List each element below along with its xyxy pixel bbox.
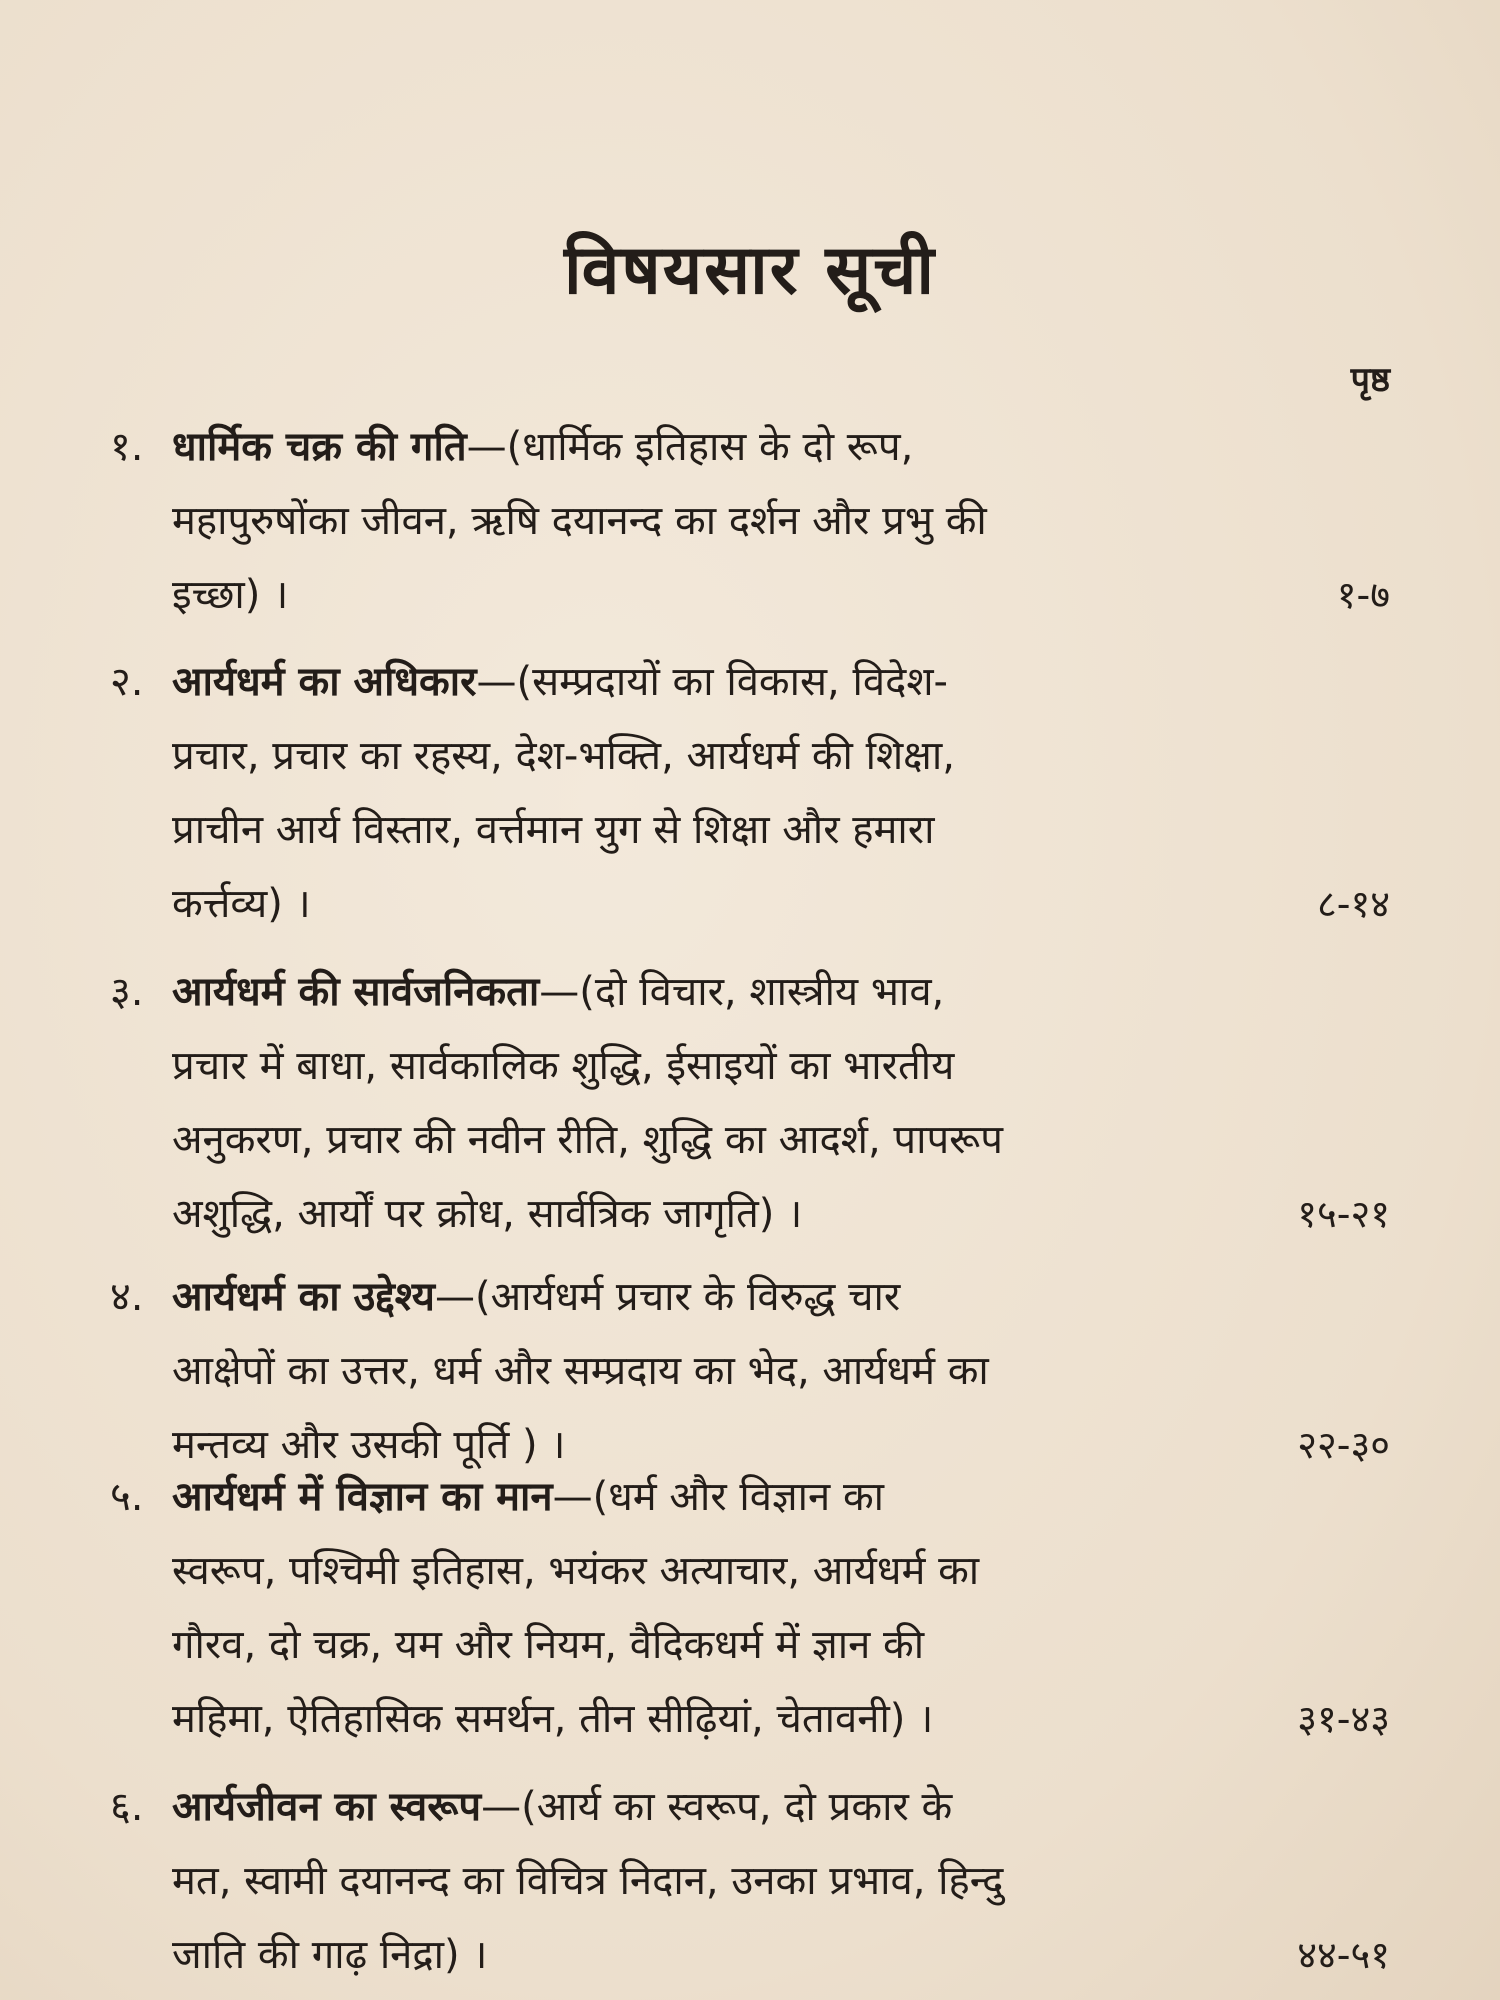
entry-text: मन्तव्य और उसकी पूर्ति ) । bbox=[172, 1422, 566, 1468]
entry-text: प्रचार, प्रचार का रहस्य, देश-भक्ति, आर्यधर्म की शिक्षा, bbox=[172, 733, 955, 779]
entry-last-line bbox=[110, 1918, 1390, 1992]
entry-number: ५. bbox=[110, 1474, 144, 1520]
entry-first-line bbox=[110, 410, 1390, 484]
entry-page-range: १५-२१ bbox=[1297, 1192, 1390, 1236]
entry-heading: आर्यधर्म का अधिकार bbox=[172, 659, 477, 705]
entry-last-line bbox=[110, 558, 1390, 632]
entry-heading: आर्यधर्म में विज्ञान का मान bbox=[172, 1474, 553, 1520]
entry-heading: धार्मिक चक्र की गति bbox=[172, 424, 467, 470]
entry-text: स्वरूप, पश्चिमी इतिहास, भयंकर अत्याचार, आर्यधर्म का bbox=[172, 1548, 980, 1594]
page-column-label: पृष्ठ bbox=[1350, 360, 1390, 400]
entry-first-line bbox=[110, 1770, 1390, 1844]
entry-text: प्राचीन आर्य विस्तार, वर्त्तमान युग से शिक्षा और हमारा bbox=[172, 807, 935, 853]
entry-text: —(आर्य का स्वरूप, दो प्रकार के bbox=[481, 1784, 953, 1830]
entry-text: गौरव, दो चक्र, यम और नियम, वैदिकधर्म में ज्ञान की bbox=[172, 1622, 925, 1668]
entry-first-line bbox=[110, 645, 1390, 719]
entry-text: अनुकरण, प्रचार की नवीन रीति, शुद्धि का आदर्श, पापरूप bbox=[172, 1117, 1003, 1163]
entry-text: कर्त्तव्य) । bbox=[172, 881, 311, 927]
entry-text: महिमा, ऐतिहासिक समर्थन, तीन सीढ़ियां, चेतावनी) । bbox=[172, 1696, 934, 1742]
entry-first-line bbox=[110, 1260, 1390, 1334]
entry-page-range: १-७ bbox=[1336, 573, 1390, 617]
entry-number: ४. bbox=[110, 1274, 144, 1320]
toc-entry bbox=[110, 1460, 1390, 1756]
entry-text: —(धार्मिक इतिहास के दो रूप, bbox=[466, 424, 914, 470]
entry-text: —(आर्यधर्म प्रचार के विरुद्ध चार bbox=[435, 1274, 901, 1320]
toc-entry bbox=[110, 1260, 1390, 1482]
entry-text: महापुरुषोंका जीवन, ऋषि दयानन्द का दर्शन और प्रभु की bbox=[172, 498, 987, 544]
entry-heading: आर्यजीवन का स्वरूप bbox=[172, 1784, 482, 1830]
entry-number: ३. bbox=[110, 969, 144, 1015]
toc-entry bbox=[110, 410, 1390, 632]
entry-last-line bbox=[110, 1682, 1390, 1756]
entry-text: मत, स्वामी दयानन्द का विचित्र निदान, उनका प्रभाव, हिन्दु bbox=[172, 1858, 1004, 1904]
entry-text: प्रचार में बाधा, सार्वकालिक शुद्धि, ईसाइयों का भारतीय bbox=[172, 1043, 955, 1089]
entry-number: १. bbox=[110, 424, 144, 470]
page-title: विषयसार सूची bbox=[564, 231, 936, 310]
entry-number: २. bbox=[110, 659, 144, 705]
entry-text: —(धर्म और विज्ञान का bbox=[552, 1474, 885, 1520]
entry-heading: आर्यधर्म का उद्देश्य bbox=[172, 1274, 436, 1320]
entry-heading: आर्यधर्म की सार्वजनिकता bbox=[172, 969, 540, 1015]
entry-page-range: ४४-५१ bbox=[1297, 1933, 1390, 1977]
entry-text: —(दो विचार, शास्त्रीय भाव, bbox=[539, 969, 945, 1015]
entry-page-range: २२-३० bbox=[1297, 1423, 1390, 1467]
entry-first-line bbox=[110, 955, 1390, 1029]
entry-first-line bbox=[110, 1460, 1390, 1534]
entry-last-line bbox=[110, 867, 1390, 941]
entry-number: ६. bbox=[110, 1784, 144, 1830]
toc-entry bbox=[110, 645, 1390, 941]
entry-text: जाति की गाढ़ निद्रा) । bbox=[172, 1932, 488, 1978]
entry-text: आक्षेपों का उत्तर, धर्म और सम्प्रदाय का भेद, आर्यधर्म का bbox=[172, 1348, 989, 1394]
entry-text: —(सम्प्रदायों का विकास, विदेश- bbox=[476, 659, 948, 705]
entry-last-line bbox=[110, 1177, 1390, 1251]
entry-text: इच्छा) । bbox=[172, 572, 289, 618]
toc-entry bbox=[110, 955, 1390, 1251]
toc-entry bbox=[110, 1770, 1390, 1992]
entry-text: अशुद्धि, आर्यों पर क्रोध, सार्वत्रिक जागृति) । bbox=[172, 1191, 803, 1237]
entry-page-range: ८-१४ bbox=[1317, 882, 1390, 926]
entry-page-range: ३१-४३ bbox=[1297, 1697, 1390, 1741]
